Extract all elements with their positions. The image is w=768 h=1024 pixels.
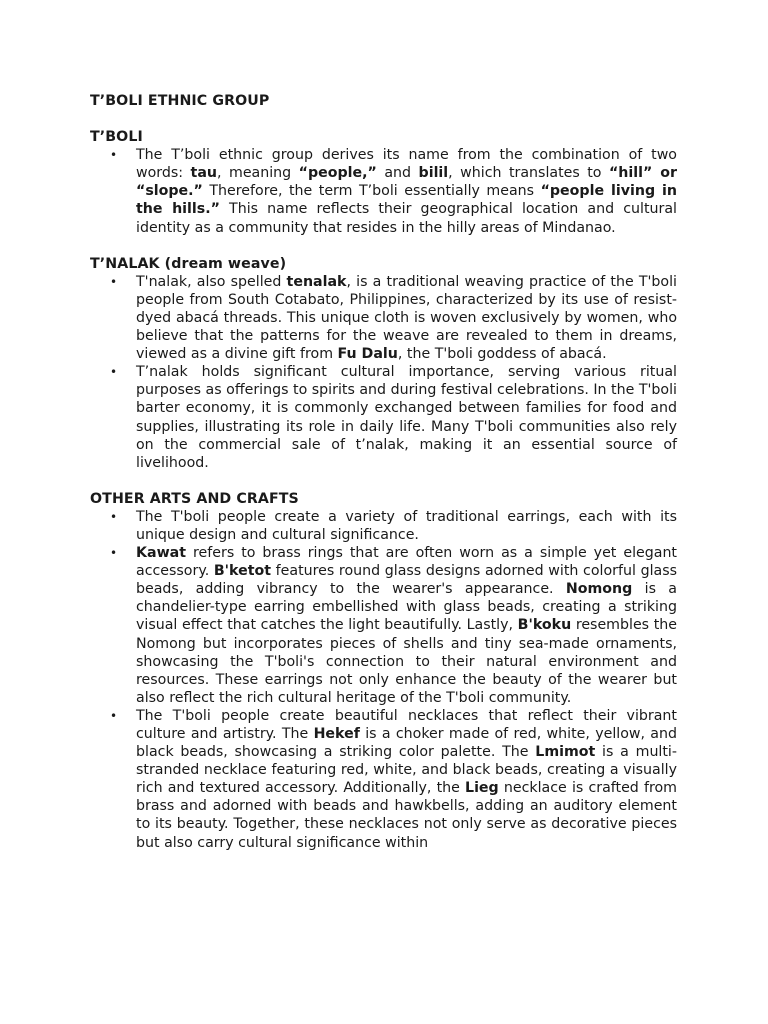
text-run: , is a traditional weaving practice of the T'boli people from South Cotabato, Philippines, characterized by its use of resist-dyed abacá threads. This unique cloth is woven exclusively by women, who believe that the patterns for the weave are revealed to them in dreams, viewed as a divine gift from xyxy=(136,273,677,363)
text-run: The T'boli people create a variety of traditional earrings, each with its unique design and cultural significance. xyxy=(136,508,677,543)
text-run: and xyxy=(376,165,419,182)
bullet-icon: • xyxy=(110,148,118,163)
bullet-list xyxy=(90,508,677,852)
bold-term: “people,” xyxy=(298,165,377,182)
text-run: This name reflects their geographical location and cultural identity as a community that resides in the hilly areas of Mindanao. xyxy=(136,201,677,236)
document-title: T’BOLI ETHNIC GROUP xyxy=(90,93,270,109)
bold-term: “people living in the hills.” xyxy=(136,183,678,218)
list-item xyxy=(90,707,677,852)
paragraph-text xyxy=(136,364,677,470)
section-arts-crafts xyxy=(90,490,677,852)
text-run: is a chandelier-type earring embellished with glass beads, creating a striking visual effect that catches the light beautifully. Lastly, xyxy=(136,581,677,634)
bold-term: “hill” or “slope.” xyxy=(136,165,677,200)
bullet-list xyxy=(90,146,677,236)
list-item xyxy=(90,544,677,707)
text-run: The T'boli people create beautiful necklaces that reflect their vibrant culture and artistry. The xyxy=(136,707,677,742)
text-run: , the T'boli goddess of abacá. xyxy=(397,346,607,363)
bold-term: tenalak xyxy=(286,273,347,290)
text-run: T'nalak, also spelled xyxy=(136,273,287,290)
list-item xyxy=(90,146,677,236)
bold-term: Hekef xyxy=(313,726,360,742)
text-run: is a multi-stranded necklace featuring red, white, and black beads, creating a visually rich and textured accessory. Additionally, the xyxy=(136,744,677,797)
section-heading: OTHER ARTS AND CRAFTS xyxy=(90,490,299,507)
paragraph-text xyxy=(136,274,677,362)
list-item xyxy=(90,363,677,472)
bold-term: tau xyxy=(190,165,217,182)
bullet-list xyxy=(90,273,677,472)
paragraph-text xyxy=(136,509,677,543)
bold-term: Kawat xyxy=(136,545,187,562)
section-tboli xyxy=(90,128,677,237)
bold-term: Nomong xyxy=(565,581,633,598)
text-run: The T’boli ethnic group derives its name from the combination of two words: xyxy=(136,147,677,182)
section-heading: T’NALAK (dream weave) xyxy=(90,255,287,272)
bullet-icon: • xyxy=(110,546,118,561)
text-run: , which translates to xyxy=(448,165,609,182)
text-run: is a choker made of red, white, yellow, and black beads, showcasing a striking color palette. The xyxy=(136,726,677,761)
section-heading: T’BOLI xyxy=(90,129,143,146)
document-page xyxy=(90,92,677,870)
list-item xyxy=(90,508,677,544)
paragraph-text xyxy=(136,708,677,851)
bold-term: Lmimot xyxy=(535,744,596,761)
bold-term: Fu Dalu xyxy=(337,346,398,363)
text-run: T’nalak holds significant cultural importance, serving various ritual purposes as offerings to spirits and during festival celebrations. In the T'boli barter economy, it is commonly exchanged between families for food and supplies, illustrating its role in daily life. Many T'boli communities also rely on the commercial sale of t’nalak, making it an essential source of livelihood. xyxy=(136,364,677,471)
text-run: resembles the Nomong but incorporates pieces of shells and tiny sea-made ornaments, showcasing the T'boli's connection to their natural environment and resources. These earrings not only enhance the beauty of the wearer but also reflect the rich cultural heritage of the T'boli community. xyxy=(136,617,677,706)
bold-term: bilil xyxy=(418,165,449,182)
bullet-icon: • xyxy=(110,509,118,524)
bullet-icon: • xyxy=(110,708,118,723)
text-run: , meaning xyxy=(217,165,299,182)
text-run: features round glass designs adorned with colorful glass beads, adding vibrancy to the wearer's appearance. xyxy=(136,563,677,598)
section-tnalak xyxy=(90,255,677,472)
text-run: Therefore, the term T’boli essentially means xyxy=(202,183,541,200)
bullet-icon: • xyxy=(110,274,118,289)
text-run: necklace is crafted from brass and adorned with beads and hawkbells, adding an auditory element to its beauty. Together, these necklaces not only serve as decorative pieces but also carry cultural significance within xyxy=(136,780,677,851)
list-item xyxy=(90,273,677,363)
bold-term: B'koku xyxy=(517,617,572,634)
paragraph-text xyxy=(136,147,677,235)
bold-term: B'ketot xyxy=(213,563,272,580)
paragraph-text xyxy=(136,545,677,706)
bold-term: Lieg xyxy=(465,780,499,797)
bullet-icon: • xyxy=(110,365,118,380)
text-run: refers to brass rings that are often worn as a simple yet elegant accessory. xyxy=(136,545,677,580)
